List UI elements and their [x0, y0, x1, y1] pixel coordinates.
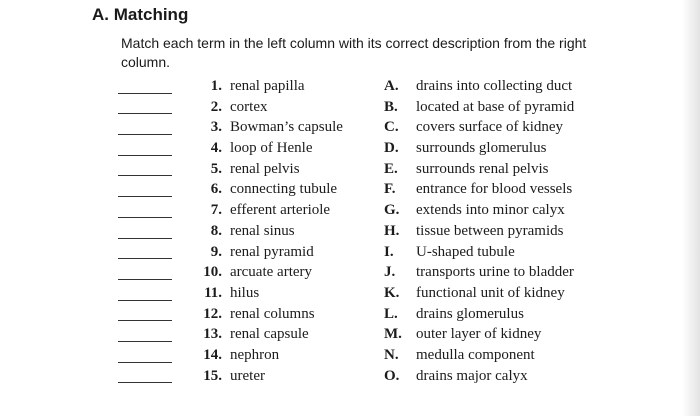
term-text: renal pelvis — [230, 160, 300, 177]
matching-row — [0, 138, 700, 159]
matching-row — [0, 366, 700, 387]
term-number: 5. — [210, 160, 222, 177]
description-letter: C. — [384, 119, 399, 136]
term-text: renal papilla — [230, 78, 305, 94]
description-letter: J. — [384, 264, 396, 281]
term-number: 1. — [210, 78, 222, 94]
matching-row — [0, 345, 700, 366]
description-text: entrance for blood vessels — [416, 181, 573, 198]
answer-blank[interactable] — [118, 93, 172, 94]
description-text: extends into minor calyx — [416, 202, 565, 219]
answer-blank[interactable] — [118, 382, 172, 383]
description-letter: N. — [384, 346, 399, 363]
answer-blank[interactable] — [118, 362, 172, 363]
term-text: connecting tubule — [230, 181, 338, 198]
description-text: tissue between pyramids — [416, 222, 564, 239]
term-text: nephron — [230, 346, 280, 363]
matching-row — [0, 76, 700, 97]
description-letter: G. — [384, 202, 400, 219]
description-text: medulla component — [416, 346, 535, 363]
description-text: drains glomerulus — [416, 305, 524, 322]
answer-blank[interactable] — [118, 258, 172, 259]
term-number: 13. — [203, 326, 222, 343]
answer-blank[interactable] — [118, 320, 172, 321]
matching-row — [0, 304, 700, 325]
matching-row — [0, 159, 700, 180]
page-edge-shadow — [682, 0, 700, 416]
description-letter: A. — [384, 78, 399, 94]
instructions-text: Match each term in the left column with its correct description from the right column. — [121, 35, 587, 70]
matching-row — [0, 262, 700, 283]
answer-blank[interactable] — [118, 300, 172, 301]
answer-blank[interactable] — [118, 175, 172, 176]
term-number: 8. — [210, 222, 222, 239]
answer-blank[interactable] — [118, 341, 172, 342]
answer-blank[interactable] — [118, 238, 172, 239]
term-text: arcuate artery — [230, 264, 313, 281]
term-number: 15. — [203, 367, 222, 384]
description-letter: M. — [384, 326, 402, 343]
term-number: 4. — [210, 140, 222, 157]
term-number: 2. — [210, 98, 222, 115]
matching-row — [0, 200, 700, 221]
term-number: 6. — [210, 181, 222, 198]
description-letter: O. — [384, 367, 400, 384]
term-number: 12. — [203, 305, 222, 322]
term-number: 10. — [203, 264, 222, 281]
description-text: outer layer of kidney — [416, 326, 542, 343]
description-text: functional unit of kidney — [416, 284, 565, 301]
answer-blank[interactable] — [118, 196, 172, 197]
matching-row — [0, 242, 700, 263]
matching-row — [0, 179, 700, 200]
description-text: drains into collecting duct — [416, 78, 573, 94]
term-text: efferent arteriole — [230, 202, 331, 219]
description-letter: B. — [384, 98, 398, 115]
matching-rows — [0, 76, 700, 386]
description-text: located at base of pyramid — [416, 98, 575, 115]
matching-row — [0, 283, 700, 304]
term-number: 7. — [210, 202, 222, 219]
answer-blank[interactable] — [118, 134, 172, 135]
matching-row — [0, 97, 700, 118]
answer-blank[interactable] — [118, 217, 172, 218]
answer-blank[interactable] — [118, 113, 172, 114]
term-number: 11. — [204, 284, 222, 301]
answer-blank[interactable] — [118, 279, 172, 280]
matching-row — [0, 117, 700, 138]
term-text: Bowman’s capsule — [230, 119, 343, 136]
description-letter: K. — [384, 284, 400, 301]
term-text: hilus — [230, 284, 260, 301]
description-text: transports urine to bladder — [416, 264, 574, 281]
description-letter: F. — [384, 181, 396, 198]
description-letter: L. — [384, 305, 398, 322]
description-letter: I. — [384, 243, 394, 260]
term-number: 9. — [210, 243, 222, 260]
description-letter: H. — [384, 222, 400, 239]
description-text: U-shaped tubule — [416, 243, 515, 260]
term-text: cortex — [230, 98, 268, 115]
term-text: ureter — [230, 367, 265, 384]
term-number: 3. — [210, 119, 222, 136]
term-text: renal pyramid — [230, 243, 314, 260]
term-number: 14. — [203, 346, 222, 363]
description-letter: D. — [384, 140, 399, 157]
answer-blank[interactable] — [118, 155, 172, 156]
description-text: surrounds glomerulus — [416, 140, 547, 157]
term-text: renal capsule — [230, 326, 309, 343]
matching-row — [0, 221, 700, 242]
term-text: renal sinus — [230, 222, 295, 239]
matching-row — [0, 324, 700, 345]
description-text: surrounds renal pelvis — [416, 160, 549, 177]
description-text: covers surface of kidney — [416, 119, 564, 136]
description-letter: E. — [384, 160, 398, 177]
description-text: drains major calyx — [416, 367, 528, 384]
term-text: loop of Henle — [230, 140, 313, 157]
term-text: renal columns — [230, 305, 315, 322]
section-title: A. Matching — [92, 5, 189, 24]
